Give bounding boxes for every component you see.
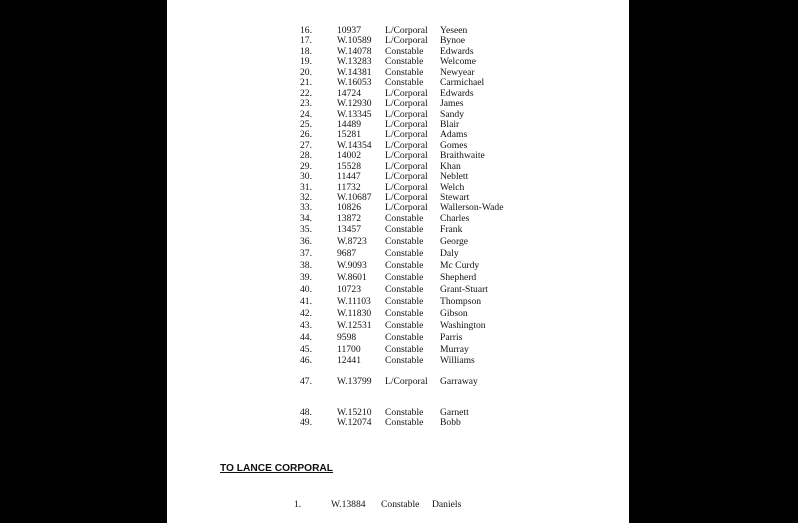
row-number: 33. bbox=[300, 202, 312, 213]
row-number: 28. bbox=[300, 150, 312, 161]
row-number: 41. bbox=[300, 296, 312, 307]
row-rank: L/Corporal bbox=[385, 182, 428, 193]
row-number: 44. bbox=[300, 332, 312, 343]
row-number: 43. bbox=[300, 320, 312, 331]
row-regimental-number: 10723 bbox=[337, 284, 361, 295]
row-rank: L/Corporal bbox=[385, 161, 428, 172]
row-regimental-number: 15528 bbox=[337, 161, 361, 172]
row-surname: Newyear bbox=[440, 67, 475, 78]
row-surname: Edwards bbox=[440, 88, 474, 99]
row-rank: Constable bbox=[385, 248, 424, 259]
row-number: 45. bbox=[300, 344, 312, 355]
row-regimental-number: 11732 bbox=[337, 182, 361, 193]
row-regimental-number: W.8723 bbox=[337, 236, 367, 247]
row-regimental-number: W.14381 bbox=[337, 67, 372, 78]
row-regimental-number: W.12531 bbox=[337, 320, 372, 331]
row-regimental-number: 9687 bbox=[337, 248, 357, 259]
row-number: 19. bbox=[300, 56, 312, 67]
row-rank: Constable bbox=[385, 417, 424, 428]
row-rank: L/Corporal bbox=[385, 98, 428, 109]
row-rank: Constable bbox=[385, 284, 424, 295]
row-surname: Welch bbox=[440, 182, 465, 193]
row-surname: George bbox=[440, 236, 469, 247]
row-rank: Constable bbox=[385, 296, 424, 307]
row-rank: Constable bbox=[385, 344, 424, 355]
row-number: 20. bbox=[300, 67, 312, 78]
row-surname: Welcome bbox=[440, 56, 476, 67]
row-number: 24. bbox=[300, 109, 312, 120]
row-number: 38. bbox=[300, 260, 312, 271]
row-surname: Daly bbox=[440, 248, 459, 259]
row-number: 23. bbox=[300, 98, 312, 109]
section-heading: TO LANCE CORPORAL bbox=[220, 463, 334, 474]
row-surname: Thompson bbox=[440, 296, 482, 307]
row-regimental-number: 11447 bbox=[337, 171, 361, 182]
row-surname: Bobb bbox=[440, 417, 461, 428]
row-surname: Bynoe bbox=[440, 35, 466, 46]
row-regimental-number: W.11830 bbox=[337, 308, 372, 319]
row-regimental-number: 10826 bbox=[337, 202, 361, 213]
row-rank: L/Corporal bbox=[385, 25, 428, 36]
row-surname: Stewart bbox=[440, 192, 470, 203]
row-regimental-number: W.8601 bbox=[337, 272, 367, 283]
row-rank: Constable bbox=[385, 56, 424, 67]
document-page bbox=[167, 0, 629, 523]
row-rank: L/Corporal bbox=[385, 119, 428, 130]
row-rank: Constable bbox=[385, 77, 424, 88]
row-rank: L/Corporal bbox=[385, 140, 428, 151]
row-regimental-number: 15281 bbox=[337, 129, 361, 140]
row-surname: Yeseen bbox=[440, 25, 468, 36]
row-number: 47. bbox=[300, 376, 312, 387]
row-number: 27. bbox=[300, 140, 312, 151]
row-regimental-number: W.10687 bbox=[337, 192, 372, 203]
row-number: 1. bbox=[294, 499, 302, 510]
row-rank: L/Corporal bbox=[385, 88, 428, 99]
row-number: 48. bbox=[300, 407, 312, 418]
row-regimental-number: W.15210 bbox=[337, 407, 372, 418]
row-surname: Carmichael bbox=[440, 77, 485, 88]
row-surname: Garnett bbox=[440, 407, 469, 418]
row-rank: L/Corporal bbox=[385, 109, 428, 120]
row-surname: Neblett bbox=[440, 171, 469, 182]
row-rank: Constable bbox=[385, 213, 424, 224]
row-rank: Constable bbox=[381, 499, 420, 510]
row-rank: L/Corporal bbox=[385, 35, 428, 46]
row-surname: Sandy bbox=[440, 109, 464, 120]
row-rank: Constable bbox=[385, 46, 424, 57]
row-regimental-number: W.10589 bbox=[337, 35, 372, 46]
row-surname: Gibson bbox=[440, 308, 468, 319]
row-regimental-number: 13872 bbox=[337, 213, 361, 224]
row-surname: Edwards bbox=[440, 46, 474, 57]
row-surname: Garraway bbox=[440, 376, 478, 387]
row-number: 16. bbox=[300, 25, 312, 36]
row-rank: L/Corporal bbox=[385, 171, 428, 182]
row-surname: Parris bbox=[440, 332, 463, 343]
row-surname: Khan bbox=[440, 161, 461, 172]
row-rank: Constable bbox=[385, 236, 424, 247]
row-regimental-number: 12441 bbox=[337, 355, 361, 366]
row-number: 35. bbox=[300, 224, 312, 235]
row-number: 37. bbox=[300, 248, 312, 259]
row-rank: Constable bbox=[385, 272, 424, 283]
row-number: 26. bbox=[300, 129, 312, 140]
row-number: 30. bbox=[300, 171, 312, 182]
row-regimental-number: 14489 bbox=[337, 119, 361, 130]
row-surname: Wallerson-Wade bbox=[440, 202, 504, 213]
row-regimental-number: 13457 bbox=[337, 224, 361, 235]
row-surname: Mc Curdy bbox=[440, 260, 480, 271]
row-regimental-number: 14002 bbox=[337, 150, 361, 161]
row-surname: Murray bbox=[440, 344, 469, 355]
row-regimental-number: W.14354 bbox=[337, 140, 372, 151]
row-number: 22. bbox=[300, 88, 312, 99]
row-regimental-number: 9598 bbox=[337, 332, 357, 343]
row-rank: Constable bbox=[385, 308, 424, 319]
row-surname: Daniels bbox=[432, 499, 462, 510]
row-number: 31. bbox=[300, 182, 312, 193]
row-number: 17. bbox=[300, 35, 312, 46]
row-rank: L/Corporal bbox=[385, 376, 428, 387]
row-surname: Gomes bbox=[440, 140, 468, 151]
row-regimental-number: W.12074 bbox=[337, 417, 372, 428]
row-regimental-number: W.13799 bbox=[337, 376, 372, 387]
row-rank: Constable bbox=[385, 320, 424, 331]
row-number: 42. bbox=[300, 308, 312, 319]
row-number: 39. bbox=[300, 272, 312, 283]
row-number: 25. bbox=[300, 119, 312, 130]
row-surname: Grant-Stuart bbox=[440, 284, 488, 295]
row-surname: Shepherd bbox=[440, 272, 477, 283]
row-regimental-number: W.11103 bbox=[337, 296, 371, 307]
row-number: 18. bbox=[300, 46, 312, 57]
row-rank: Constable bbox=[385, 332, 424, 343]
row-number: 40. bbox=[300, 284, 312, 295]
row-rank: L/Corporal bbox=[385, 150, 428, 161]
row-surname: Washington bbox=[440, 320, 486, 331]
row-rank: Constable bbox=[385, 67, 424, 78]
row-regimental-number: W.9093 bbox=[337, 260, 367, 271]
row-number: 34. bbox=[300, 213, 312, 224]
row-regimental-number: W.13884 bbox=[331, 499, 366, 510]
row-surname: Braithwaite bbox=[440, 150, 485, 161]
row-number: 32. bbox=[300, 192, 312, 203]
row-surname: Blair bbox=[440, 119, 460, 130]
row-rank: L/Corporal bbox=[385, 192, 428, 203]
row-surname: Adams bbox=[440, 129, 468, 140]
row-rank: L/Corporal bbox=[385, 202, 428, 213]
row-regimental-number: W.16053 bbox=[337, 77, 372, 88]
row-regimental-number: W.13283 bbox=[337, 56, 372, 67]
row-number: 29. bbox=[300, 161, 312, 172]
row-surname: Charles bbox=[440, 213, 470, 224]
row-number: 49. bbox=[300, 417, 312, 428]
row-regimental-number: W.14078 bbox=[337, 46, 372, 57]
row-number: 36. bbox=[300, 236, 312, 247]
row-regimental-number: 14724 bbox=[337, 88, 361, 99]
row-regimental-number: 10937 bbox=[337, 25, 361, 36]
row-surname: Frank bbox=[440, 224, 463, 235]
row-number: 46. bbox=[300, 355, 312, 366]
row-rank: Constable bbox=[385, 407, 424, 418]
row-rank: Constable bbox=[385, 355, 424, 366]
row-rank: L/Corporal bbox=[385, 129, 428, 140]
row-regimental-number: W.13345 bbox=[337, 109, 372, 120]
row-surname: James bbox=[440, 98, 464, 109]
row-surname: Williams bbox=[440, 355, 475, 366]
row-rank: Constable bbox=[385, 224, 424, 235]
row-regimental-number: W.12930 bbox=[337, 98, 372, 109]
row-rank: Constable bbox=[385, 260, 424, 271]
row-regimental-number: 11700 bbox=[337, 344, 361, 355]
row-number: 21. bbox=[300, 77, 312, 88]
